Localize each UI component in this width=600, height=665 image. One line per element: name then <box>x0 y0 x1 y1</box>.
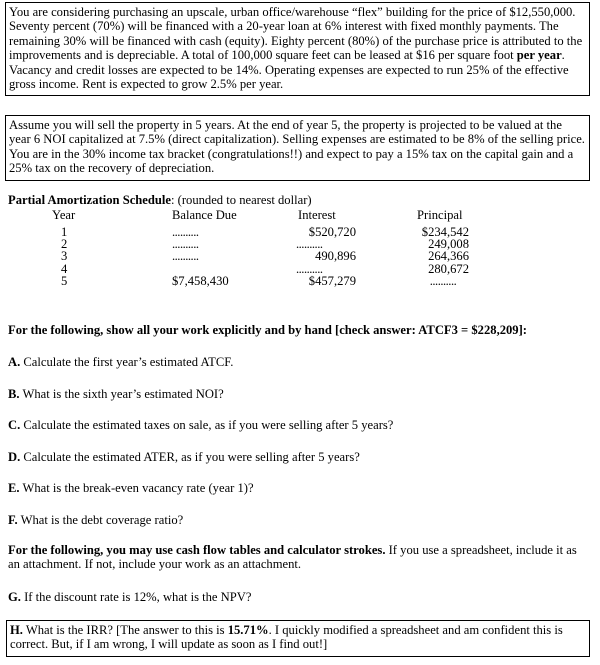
instructions-spreadsheet: For the following, you may use cash flow tables and calculator strokes. If you use a spreadsheet, include it as an attachment. If not, include your work as an attachment. <box>8 543 577 572</box>
interest-cell: $457,279 <box>308 273 356 288</box>
principal-cell: $234,542 <box>421 225 469 239</box>
sale-assumptions-box <box>5 115 590 181</box>
paragraph-1-text: You are considering purchasing an upscale, urban office/warehouse “flex” building for the price of $12,550,000. Seventy percent (70%) will be financed with a 20-year loan at 6% interest with fixed monthly payments. The remaining 30% will be financed with cash (equity). Eighty percent (80%) of the purchase price is attributed to the improvements and is depreciable. A total of 100,000 square feet can be leased at $16 per square foot <box>9 5 583 63</box>
balance-cell: .......... <box>172 225 199 239</box>
principal-cell: 280,672 <box>428 261 469 276</box>
interest-header: Interest <box>298 208 336 222</box>
balance-cell: .......... <box>172 249 199 264</box>
amortization-title: Partial Amortization Schedule: (rounded to nearest dollar) <box>8 193 312 207</box>
year-cell: 4 <box>61 261 68 276</box>
interest-cell: 490,896 <box>315 249 356 264</box>
paragraph-1-text-end: . Vacancy and credit losses are expected to be 14%. Operating expenses are expected to run 25% of the effective gross income. Rent is expected to grow 2.5% per year. <box>9 48 569 92</box>
interest-cell: .......... <box>296 237 323 252</box>
instructions-by-hand: For the following, show all your work explicitly and by hand [check answer: ATCF3 = $228,209]: <box>8 323 527 337</box>
balance-cell: .......... <box>172 237 199 252</box>
interest-cell: $520,720 <box>308 225 356 239</box>
principal-cell: 249,008 <box>428 237 469 252</box>
question-a: A. Calculate the first year’s estimated ATCF. <box>8 355 234 369</box>
principal-cell: 264,366 <box>428 249 469 264</box>
balance-column <box>172 226 242 287</box>
principal-column <box>417 226 469 287</box>
year-cell: 2 <box>61 237 68 252</box>
principal-cell: .......... <box>429 273 457 288</box>
paragraph-2-text: Assume you will sell the property in 5 years. At the end of year 5, the property is projected to be valued at the year 6 NOI capitalized at 7.5% (direct capitalization). Selling expenses are estimated to be 8% of the selling price. You are in the 30% income tax bracket (congratulations!!) and expect to pay a 15% tax on the capital gain and a 25% tax on the recovery of depreciation. <box>9 118 585 176</box>
question-b: B. What is the sixth year’s estimated NOI? <box>8 387 224 401</box>
question-e: E. What is the break-even vacancy rate (year 1)? <box>8 481 254 495</box>
year-cell: 1 <box>61 225 68 239</box>
per-year-emphasis: per year <box>516 48 562 63</box>
principal-header: Principal <box>417 208 463 222</box>
balance-cell: $7,458,430 <box>172 273 229 288</box>
question-c: C. Calculate the estimated taxes on sale, as if you were selling after 5 years? <box>8 418 394 432</box>
interest-column <box>296 226 356 287</box>
question-h-box: H. What is the IRR? [The answer to this is 15.71%. I quickly modified a spreadsheet and am confident this is correct. But, if I am wrong, I will update as soon as I find out!] <box>6 620 590 657</box>
interest-cell: .......... <box>296 261 323 276</box>
question-g: G. If the discount rate is 12%, what is the NPV? <box>8 590 252 604</box>
year-cell: 5 <box>61 273 68 288</box>
problem-description-box <box>5 2 590 96</box>
year-cell: 3 <box>61 249 68 264</box>
question-f: F. What is the debt coverage ratio? <box>8 513 184 527</box>
irr-answer: 15.71% <box>227 623 269 637</box>
balance-cell <box>172 263 242 275</box>
year-header: Year <box>52 208 76 222</box>
question-d: D. Calculate the estimated ATER, as if you were selling after 5 years? <box>8 450 360 464</box>
year-column <box>61 226 67 287</box>
balance-header: Balance Due <box>172 208 237 222</box>
